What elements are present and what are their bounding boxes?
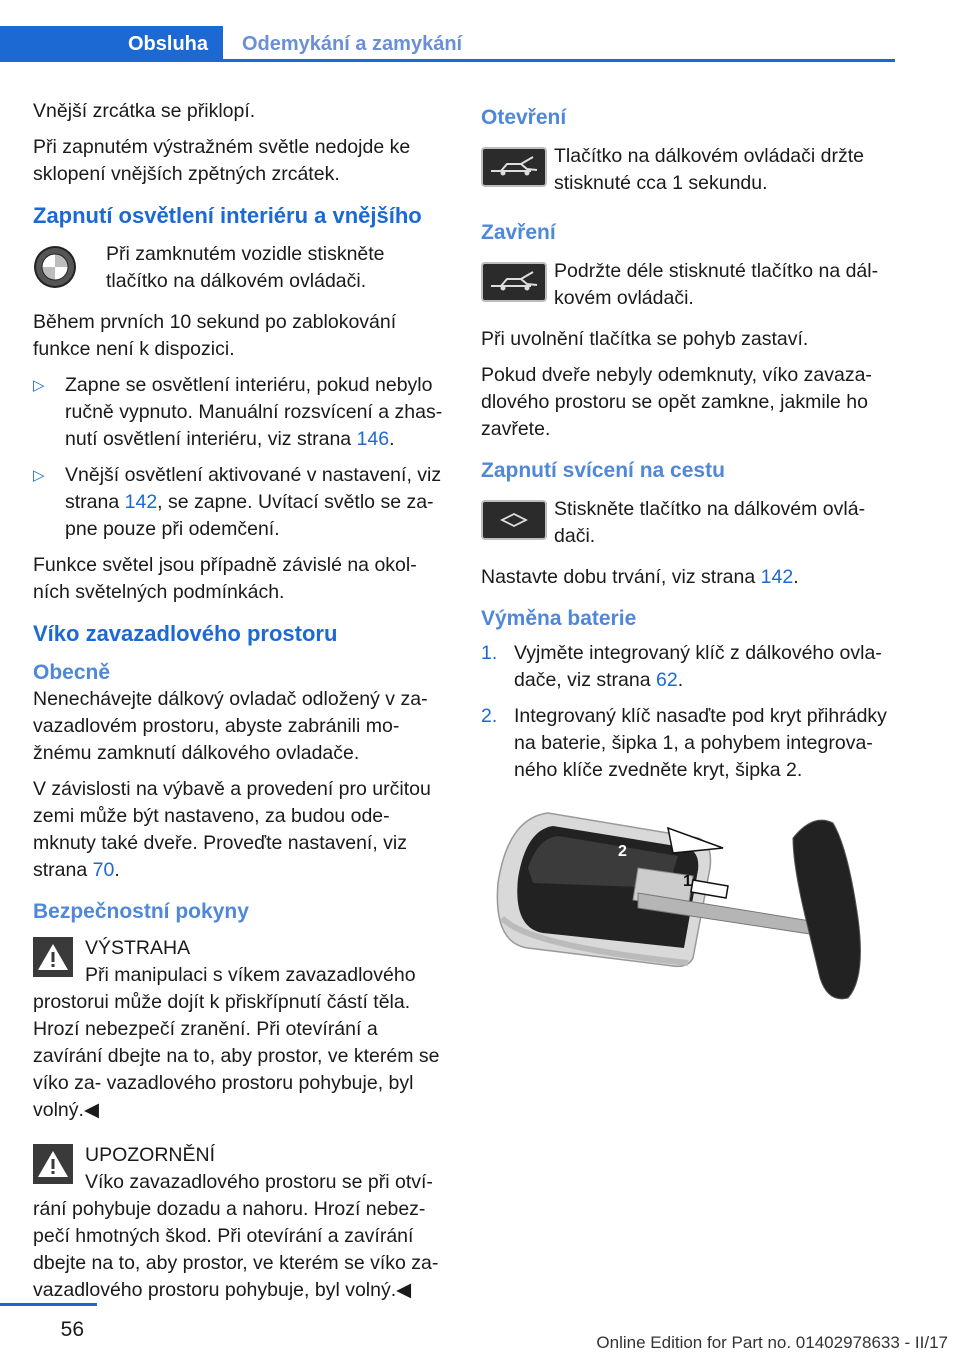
close-instruction xyxy=(481,258,899,314)
header-rule xyxy=(0,59,895,62)
heading-safety: Bezpečnostní pokyny xyxy=(33,900,249,923)
warning-triangle-icon xyxy=(33,1144,73,1184)
paragraph: Při zapnutém výstražném světle nedojde ke sklopení vnějších zpětných zrcátek. xyxy=(33,136,411,185)
edition-info: Online Edition for Part no. 01402978633 - II/17 xyxy=(596,1333,948,1352)
warning-first-line: Při manipulaci s víkem zavazadlového xyxy=(85,964,416,986)
heading-general: Obecně xyxy=(33,661,111,684)
warning-title: VÝSTRAHA xyxy=(85,937,191,959)
chapter-tab[interactable]: Obsluha xyxy=(0,26,223,62)
warning-triangle-icon xyxy=(33,937,73,977)
remote-trunk-button-icon xyxy=(481,262,547,310)
arrow-label-1: 1 xyxy=(683,873,692,890)
remote-trunk-button-icon xyxy=(481,147,547,195)
footer-rule xyxy=(0,1303,97,1306)
warning-block xyxy=(33,935,448,1124)
paragraph: Vnější zrcátka se přiklopí. xyxy=(33,100,256,122)
bmw-logo-icon xyxy=(33,245,77,297)
section-tab[interactable]: Odemykání a zamykání xyxy=(242,33,463,55)
instruction-text: Tlačítko na dálkovém ovládači držte stisknuté cca 1 sekundu. xyxy=(554,145,864,194)
paragraph: Pokud dveře nebyly odemknuty, víko zavaza- dlového prostoru se opět zamkne, jakmile ho zavřete. xyxy=(481,364,872,440)
notice-text: rání pohybuje dozadu a nahoru. Hrozí nebez- pečí hmotných škod. Při otevírání a zavírání dbejte na to, aby prostor, ve kterém se víko za- vazadlového prostoru pohybuje, byl volný.◀ xyxy=(33,1198,439,1301)
notice-first-line: Víko zavazadlového prostoru se při otví- xyxy=(85,1171,433,1193)
key-battery-illustration xyxy=(488,808,893,1008)
heading-battery: Výměna baterie xyxy=(481,607,637,630)
notice-block xyxy=(33,1142,448,1304)
instruction-text: Stiskněte tlačítko na dálkovém ovlá- dači. xyxy=(554,498,866,547)
page-link-70[interactable]: 70 xyxy=(92,859,115,881)
triangle-bullet-icon: ▷ xyxy=(33,377,45,394)
numbered-step: 1. Vyjměte integrovaný klíč z dálkového ovla- dače, viz strana 62. xyxy=(481,642,882,691)
right-column xyxy=(481,100,899,793)
bullet-item: ▷ Zapne se osvětlení interiéru, pokud nebylo ručně vypnuto. Manuální rozsvícení a zhas- nutí osvětlení interiéru, viz strana 146. xyxy=(33,374,443,450)
page-link-142[interactable]: 142 xyxy=(760,566,794,588)
paragraph: Při uvolnění tlačítka se pohyb zastaví. xyxy=(481,328,809,350)
heading-open: Otevření xyxy=(481,106,567,129)
instruction-text: Podržte déle stisknuté tlačítko na dál- kovém ovládači. xyxy=(554,260,879,309)
left-column xyxy=(33,98,448,1316)
paragraph: Nenechávejte dálkový ovladač odložený v za- vazadlovém prostoru, abyste zabránili mo- žnému zamknutí dálkového ovladače. xyxy=(33,688,428,764)
heading-trunk: Víko zavazadlového prostoru xyxy=(33,621,338,646)
page-link-146[interactable]: 146 xyxy=(356,428,390,450)
notice-title: UPOZORNĚNÍ xyxy=(85,1144,216,1166)
page-number: 56 xyxy=(60,1318,84,1341)
remote-headlight-button-icon xyxy=(481,500,547,548)
lights-instruction xyxy=(33,241,448,297)
heading-path-light: Zapnutí svícení na cestu xyxy=(481,459,725,482)
page-link-62[interactable]: 62 xyxy=(655,669,678,691)
arrow-label-2: 2 xyxy=(618,843,627,860)
paragraph: Funkce světel jsou případně závislé na okol- ních světelných podmínkách. xyxy=(33,554,417,603)
warning-text: prostorui může dojít k přiskřípnutí částí těla. Hrozí nebezpečí zranění. Při otevírání a zavírání dbejte na to, aby prostor, ve kterém se víko za- vazadlového prostoru pohybuje, byl volný.◀ xyxy=(33,991,440,1121)
heading-lights: Zapnutí osvětlení interiéru a vnějšího xyxy=(33,203,422,228)
instruction-text: Při zamknutém vozidle stiskněte tlačítko na dálkovém ovládači. xyxy=(106,243,385,292)
numbered-step: 2. Integrovaný klíč nasaďte pod kryt přihrádky na baterie, šipka 1, a pohybem integrova- ného klíče zvedněte kryt, šipka 2. xyxy=(481,705,887,781)
bullet-item: ▷ Vnější osvětlení aktivované v nastavení, viz strana 142, se zapne. Uvítací světlo se za- pne pouze při odemčení. xyxy=(33,464,442,540)
page-link-142[interactable]: 142 xyxy=(124,491,158,513)
paragraph: Během prvních 10 sekund po zablokování funkce není k dispozici. xyxy=(33,311,397,360)
path-light-instruction xyxy=(481,496,899,552)
paragraph: Nastavte dobu trvání, viz strana 142. xyxy=(481,566,799,588)
open-instruction xyxy=(481,143,899,199)
triangle-bullet-icon: ▷ xyxy=(33,467,45,484)
paragraph: V závislosti na výbavě a provedení pro určitou zemi může být nastaveno, za budou ode- mknuty také dveře. Proveďte nastavení, viz strana 70. xyxy=(33,778,431,881)
heading-close: Zavření xyxy=(481,221,556,244)
